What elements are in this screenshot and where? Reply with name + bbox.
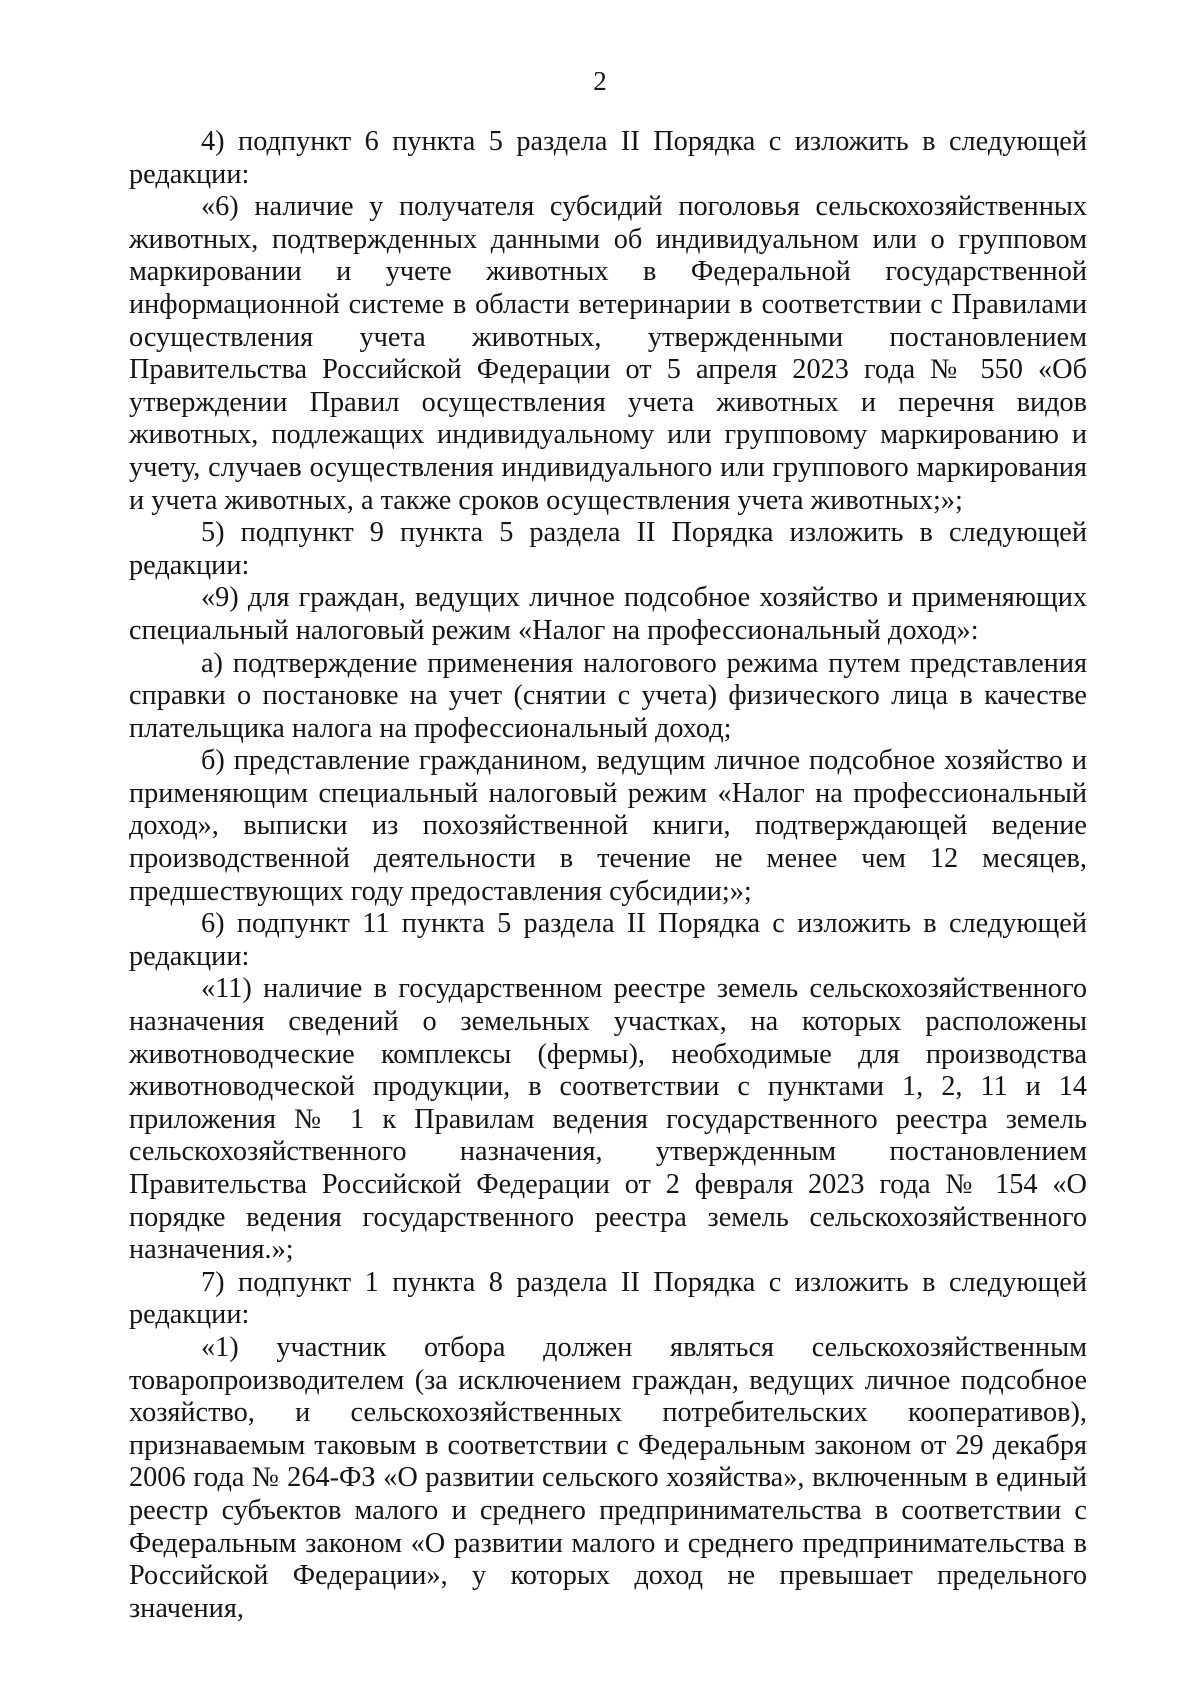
- paragraph-item-4-heading: 4) подпункт 6 пункта 5 раздела II Порядка с изложить в следующей редакции:: [129, 126, 1087, 190]
- document-body: [129, 126, 1087, 1625]
- paragraph-subitem-9-text: «9) для граждан, ведущих личное подсобное хозяйство и применяющих специальный налоговый режим «Налог на профессиональный доход»:: [129, 582, 1087, 646]
- page-number: 2: [593, 66, 607, 96]
- paragraph-item-5-heading: 5) подпункт 9 пункта 5 раздела II Порядка изложить в следующей редакции:: [129, 517, 1087, 581]
- paragraph-subitem-9-b: б) представление гражданином, ведущим личное подсобное хозяйство и применяющим специальный налоговый режим «Налог на профессиональный доход», выписки из похозяйственной книги, подтверждающей ведение производственной деятельности в течение не менее чем 12 месяцев, предшествующих году предоставления субсидии;»;: [129, 745, 1087, 907]
- paragraph-subitem-11-text: «11) наличие в государственном реестре земель сельскохозяйственного назначения сведений о земельных участках, на которых расположены животноводческие комплексы (фермы), необходимые для производства животноводческой продукции, в соответствии с пунктами 1, 2, 11 и 14 приложения № 1 к Правилам ведения государственного реестра земель сельскохозяйственного назначения, утвержденным постановлением Правительства Российской Федерации от 2 февраля 2023 года № 154 «О порядке ведения государственного реестра земель сельскохозяйственного назначения.»;: [129, 973, 1087, 1266]
- paragraph-subitem-6-text: «6) наличие у получателя субсидий поголовья сельскохозяйственных животных, подтвержденных данными об индивидуальном или о групповом маркировании и учете животных в Федеральной государственной информационной системе в области ветеринарии в соответствии с Правилами осуществления учета животных, утвержденными постановлением Правительства Российской Федерации от 5 апреля 2023 года № 550 «Об утверждении Правил осуществления учета животных и перечня видов животных, подлежащих индивидуальному или групповому маркированию и учету, случаев осуществления индивидуального или группового маркирования и учета животных, а также сроков осуществления учета животных;»;: [129, 191, 1087, 516]
- paragraph-item-6-heading: 6) подпункт 11 пункта 5 раздела II Порядка с изложить в следующей редакции:: [129, 908, 1087, 972]
- paragraph-subitem-1-text: «1) участник отбора должен являться сельскохозяйственным товаропроизводителем (за исключением граждан, ведущих личное подсобное хозяйство, и сельскохозяйственных потребительских кооперативов), признаваемым таковым в соответствии с Федеральным законом от 29 декабря 2006 года № 264-ФЗ «О развитии сельского хозяйства», включенным в единый реестр субъектов малого и среднего предпринимательства в соответствии с Федеральным законом «О развитии малого и среднего предпринимательства в Российской Федерации», у которых доход не превышает предельного значения,: [129, 1331, 1087, 1624]
- paragraph-item-7-heading: 7) подпункт 1 пункта 8 раздела II Порядка с изложить в следующей редакции:: [129, 1266, 1087, 1331]
- paragraph-subitem-9-a: а) подтверждение применения налогового режима путем представления справки о постановке на учет (снятии с учета) физического лица в качестве плательщика налога на профессиональный доход;: [129, 647, 1087, 744]
